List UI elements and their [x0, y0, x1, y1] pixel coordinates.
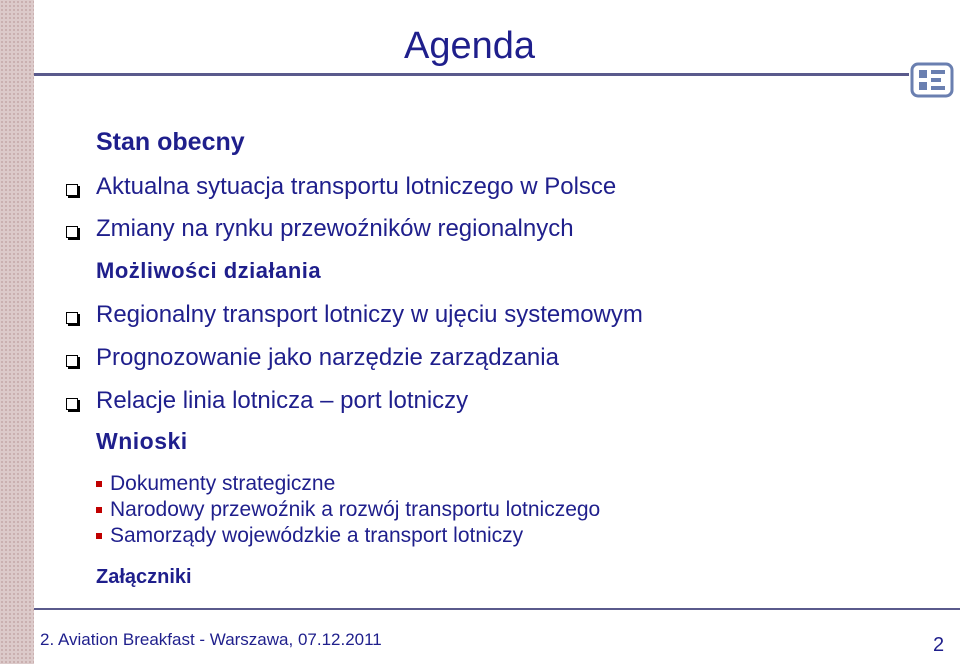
checkbox-bullet-icon — [66, 226, 78, 238]
square-bullet-icon — [96, 533, 102, 539]
square-bullet-icon — [96, 507, 102, 513]
footer-divider — [34, 608, 960, 610]
square-bullet-icon — [96, 481, 102, 487]
page-number: 2 — [933, 634, 945, 656]
slide-title: Agenda — [404, 25, 536, 67]
footer-text: 2. Aviation Breakfast - Warszawa, 07.12.2011 — [40, 630, 382, 649]
checkbox-bullet-icon — [66, 184, 78, 196]
slide-content: Stan obecny Aktualna sytuacja transportu lotniczego w Polsce Zmiany na rynku przewoźników regionalnych Możliwości działania Regionalny transport lotniczy w ujęciu systemowym Prognozowanie jako narzędzie zarządzania Relacje linia lotnicza – port lotniczy Wnioski Dokumenty strategiczne Narodowy przewoźnik a rozwój transportu lotniczego Samorządy wojewódzkie a transport lotniczy Załączniki — [0, 0, 960, 664]
checkbox-bullet-icon — [66, 355, 78, 367]
section-heading: Możliwości działania — [96, 258, 322, 283]
section-heading: Stan obecny — [96, 128, 245, 156]
section-heading: Wnioski — [96, 428, 188, 454]
section-heading: Załączniki — [96, 566, 192, 588]
checkbox-bullet-icon — [66, 398, 78, 410]
checkbox-bullet-icon — [66, 312, 78, 324]
